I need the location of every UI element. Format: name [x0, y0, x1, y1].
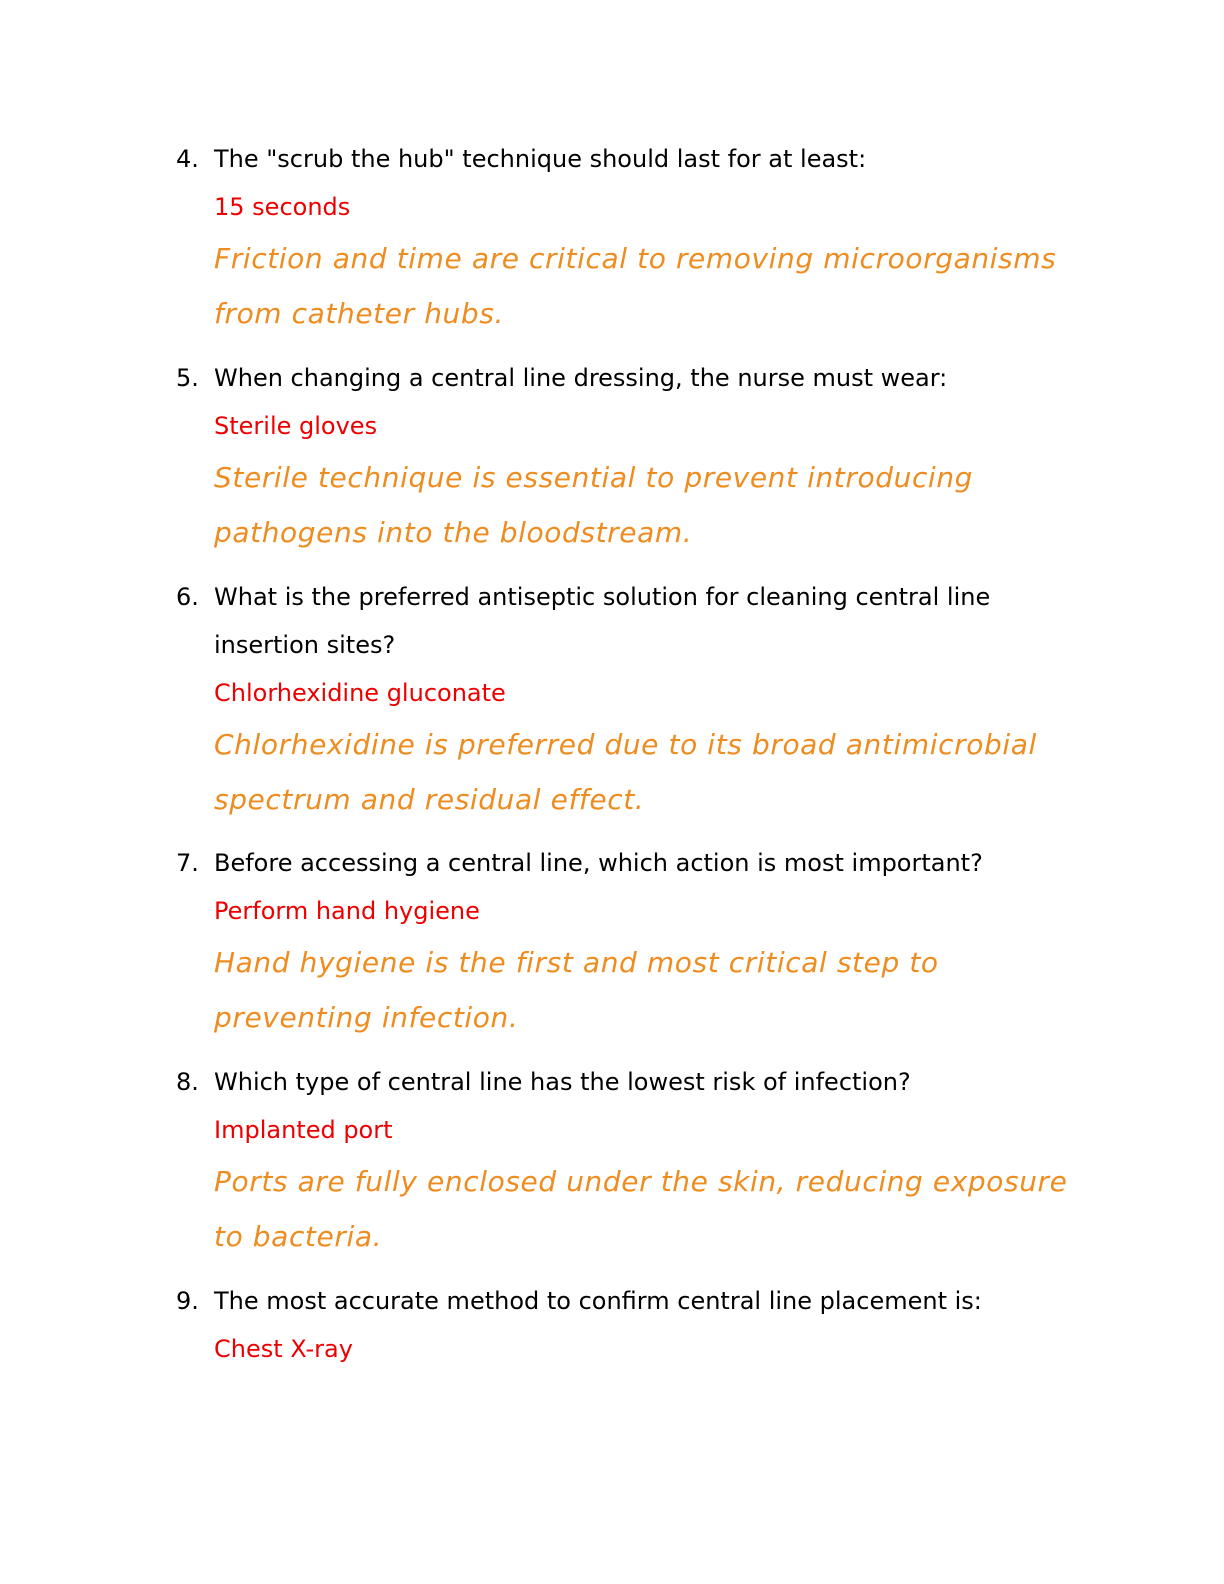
question-item	[176, 354, 1076, 560]
explanation-line: spectrum and residual effect.	[214, 783, 645, 816]
question-line	[176, 354, 1076, 402]
question-number: 9.	[176, 1287, 199, 1315]
question-text: When changing a central line dressing, the nurse must wear:	[214, 364, 948, 392]
explanation-text	[214, 717, 1076, 827]
answer-text: Chlorhexidine gluconate	[214, 679, 506, 707]
question-text: The "scrub the hub" technique should last for at least:	[214, 145, 867, 173]
question-line	[176, 1277, 1076, 1325]
explanation-text	[214, 935, 1076, 1045]
question-number: 8.	[176, 1068, 199, 1096]
explanation-line: to bacteria.	[214, 1220, 383, 1253]
question-item	[176, 573, 1076, 827]
explanation-text	[214, 450, 1076, 560]
explanation-text	[214, 231, 1076, 341]
answer-text: Perform hand hygiene	[214, 897, 480, 925]
question-text: Which type of central line has the lowest risk of infection?	[214, 1068, 911, 1096]
explanation-line: pathogens into the bloodstream.	[214, 516, 693, 549]
question-line	[176, 135, 1076, 183]
question-number: 5.	[176, 364, 199, 392]
question-line	[176, 839, 1076, 887]
explanation-line: preventing infection.	[214, 1001, 519, 1034]
answer-text: Sterile gloves	[214, 412, 378, 440]
question-line	[176, 573, 1076, 621]
question-item	[176, 839, 1076, 1045]
question-line	[176, 1058, 1076, 1106]
answer-text: 15 seconds	[214, 193, 351, 221]
explanation-line: Chlorhexidine is preferred due to its broad antimicrobial	[214, 728, 1037, 761]
question-line	[176, 621, 1076, 669]
question-text: The most accurate method to confirm central line placement is:	[214, 1287, 982, 1315]
answer-text: Implanted port	[214, 1116, 393, 1144]
question-number: 7.	[176, 849, 199, 877]
explanation-line: Friction and time are critical to removing microorganisms	[214, 242, 1057, 275]
question-text: Before accessing a central line, which action is most important?	[214, 849, 983, 877]
question-text-continued: insertion sites?	[214, 631, 396, 659]
question-text: What is the preferred antiseptic solution for cleaning central line	[214, 583, 991, 611]
question-number: 6.	[176, 583, 199, 611]
question-item	[176, 135, 1076, 341]
question-item	[176, 1058, 1076, 1264]
explanation-line: Sterile technique is essential to prevent introducing	[214, 461, 974, 494]
explanation-line: Hand hygiene is the first and most critical step to	[214, 946, 939, 979]
explanation-line: from catheter hubs.	[214, 297, 504, 330]
answer-text: Chest X-ray	[214, 1335, 353, 1363]
explanation-text	[214, 1154, 1076, 1264]
question-item	[176, 1277, 1076, 1373]
question-number: 4.	[176, 145, 199, 173]
explanation-line: Ports are fully enclosed under the skin, reducing exposure	[214, 1165, 1068, 1198]
